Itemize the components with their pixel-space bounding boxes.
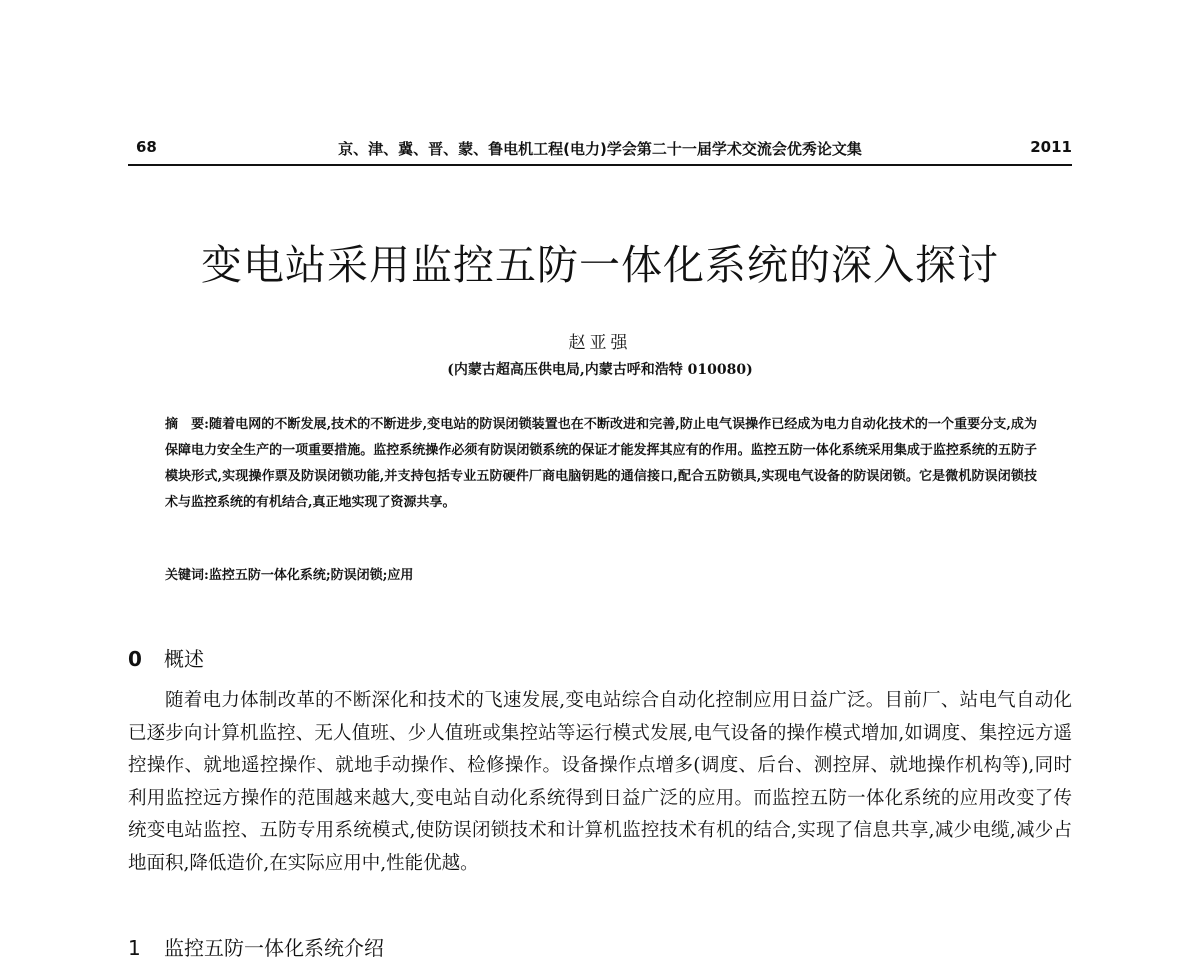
paper-author: 赵亚强 <box>568 333 632 353</box>
keywords-label: 关键词: <box>165 568 209 583</box>
publication-year: 2011 <box>1030 138 1072 156</box>
section-heading-0 <box>128 643 204 672</box>
header-rule <box>128 164 1072 166</box>
keywords-text: 监控五防一体化系统;防误闭锁;应用 <box>208 568 414 583</box>
abstract-text: 随着电网的不断发展,技术的不断进步,变电站的防误闭锁装置也在不断改进和完善,防止电气误操作已经成为电力自动化技术的一个重要分支,成为保障电力安全生产的一项重要措施。监控系统操作必须有防误闭锁系统的保证才能发挥其应有的作用。监控五防一体化系统采用集成于监控系统的五防子模块形式,实现操作票及防误闭锁功能,并支持包括专业五防硬件厂商电脑钥匙的通信接口,配合五防锁具,实现电气设备的防误闭锁。它是微机防误闭锁技术与监控系统的有机结合,真正地实现了资源共享。 <box>165 417 1037 510</box>
section-number: 1 <box>128 936 141 960</box>
section-number: 0 <box>128 647 142 671</box>
section-heading-1 <box>128 932 384 961</box>
section-title: 监控五防一体化系统介绍 <box>164 936 384 960</box>
abstract-label: 摘 要: <box>165 417 209 432</box>
author-affiliation: (内蒙古超高压供电局,内蒙古呼和浩特 010080) <box>447 362 753 378</box>
section-title: 概述 <box>164 647 204 671</box>
abstract <box>165 412 1037 516</box>
journal-title: 京、津、冀、晋、蒙、鲁电机工程(电力)学会第二十一届学术交流会优秀论文集 <box>338 140 862 158</box>
page-number: 68 <box>136 138 157 156</box>
keywords <box>165 564 1037 583</box>
paper-title: 变电站采用监控五防一体化系统的深入探讨 <box>201 241 999 289</box>
running-header <box>128 132 1072 162</box>
body-paragraph: 随着电力体制改革的不断深化和技术的飞速发展,变电站综合自动化控制应用日益广泛。目前厂、站电气自动化已逐步向计算机监控、无人值班、少人值班或集控站等运行模式发展,电气设备的操作模式增加,如调度、集控远方遥控操作、就地遥控操作、就地手动操作、检修操作。设备操作点增多(调度、后台、测控屏、就地操作机构等),同时利用监控远方操作的范围越来越大,变电站自动化系统得到日益广泛的应用。而监控五防一体化系统的应用改变了传统变电站监控、五防专用系统模式,使防误闭锁技术和计算机监控技术有机的结合,实现了信息共享,减少电缆,减少占地面积,降低造价,在实际应用中,性能优越。 <box>128 690 1072 874</box>
